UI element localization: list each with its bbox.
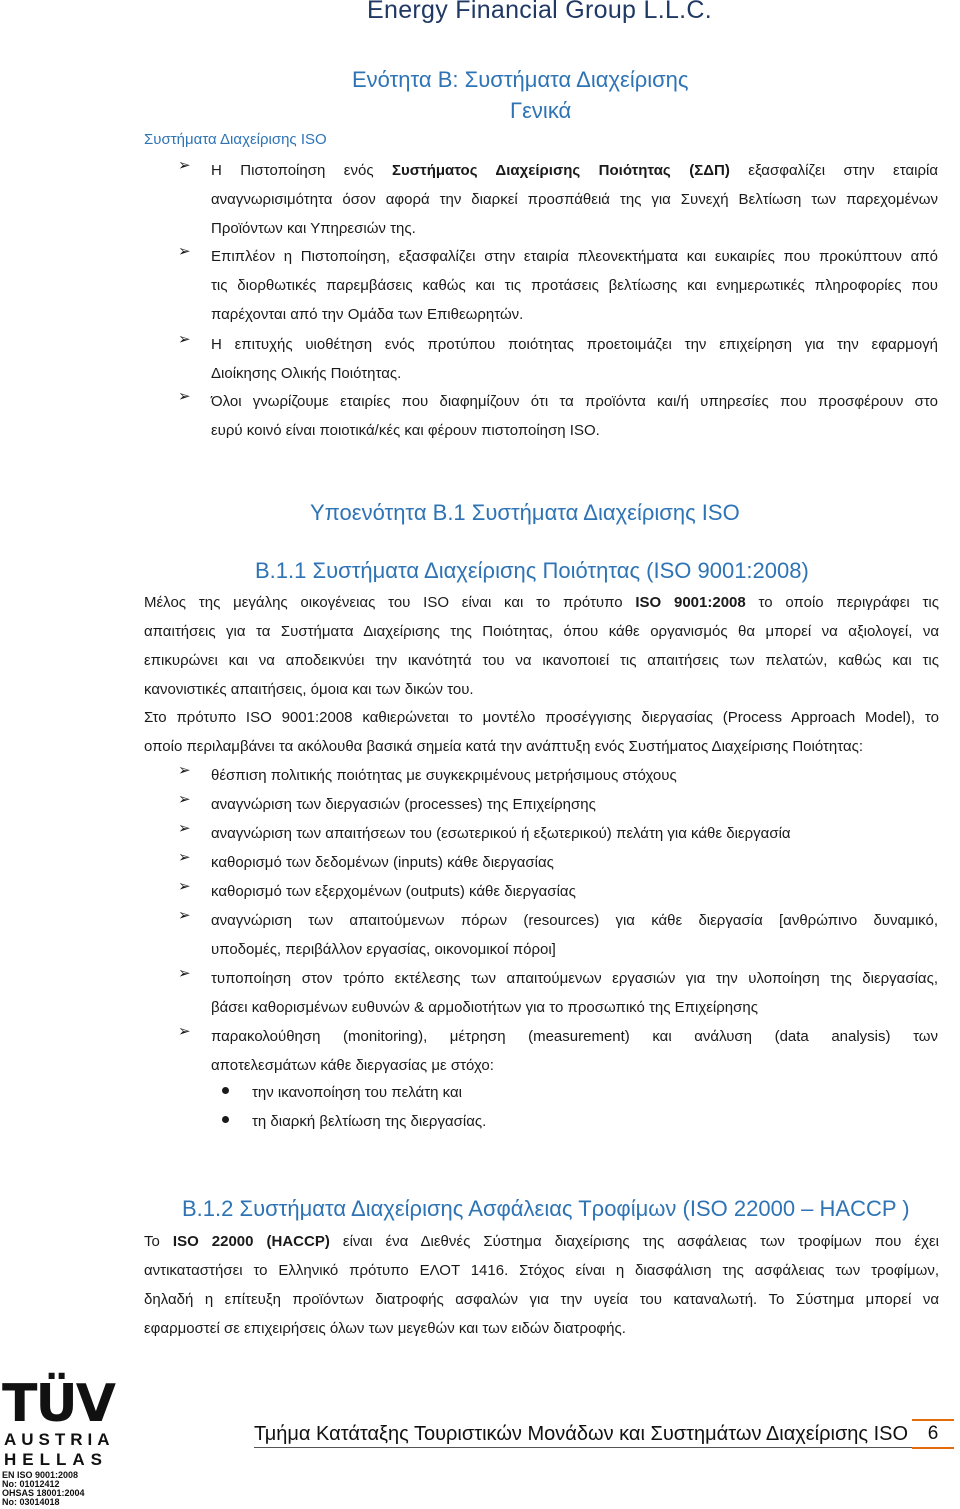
b11-paragraph-line: κανονιστικές απαιτήσεις, όμοια και των δικών του. bbox=[144, 681, 474, 698]
section-subtitle: Γενικά bbox=[510, 98, 572, 123]
b12-paragraph-line: Το ISO 22000 (HACCP) είναι ένα Διεθνές Σύστημα διαχείρισης της ασφάλειας των τροφίμων που έχει bbox=[144, 1233, 939, 1250]
b11-paragraph-line: οποίο περιλαμβάνει τα ακόλουθα βασικά σημεία κατά την ανάπτυξη ενός Συστήματος Διαχείρισης Ποιότητας: bbox=[144, 738, 864, 755]
tuv-logo-line2: HELLAS bbox=[4, 1450, 108, 1469]
b12-paragraph-line: αντικαταστήσει το Ελληνικό πρότυπο ΕΛΟΤ 1416. Στόχος είναι η διασφάλιση της ασφάλειας των τροφίμων, bbox=[144, 1262, 939, 1279]
b11-heading: Β.1.1 Συστήματα Διαχείρισης Ποιότητας (ISO 9001:2008) bbox=[255, 558, 809, 583]
list-item-line: Όλοι γνωρίζουμε εταιρίες που διαφημίζουν ότι τα προϊόντα και/ή υπηρεσίες που προσφέρουν στο bbox=[211, 393, 938, 410]
list-item-line: Η Πιστοποίηση ενός Συστήματος Διαχείρισης Ποιότητας (ΣΔΠ) εξασφαλίζει στην εταιρία bbox=[211, 162, 938, 179]
list-item: αναγνώριση των απαιτήσεων του (εσωτερικού ή εξωτερικού) πελάτη για κάθε διεργασία bbox=[211, 825, 791, 842]
footer-text: Τμήμα Κατάταξης Τουριστικών Μονάδων και Συστημάτων Διαχείρισης ISO bbox=[254, 1423, 909, 1445]
list-item-line: αναγνωρισιμότητα όσον αφορά την διαρκεί προσπάθειά της για Συνεχή Βελτίωση των παρεχομένων bbox=[211, 191, 938, 208]
sub-list-item: τη διαρκή βελτίωση της διεργασίας. bbox=[252, 1113, 487, 1130]
list-item-line: υποδομές, περιβάλλον εργασίας, οικονομικοί πόροι] bbox=[211, 941, 556, 958]
tuv-logo-line1: AUSTRIA bbox=[4, 1430, 115, 1449]
list-item-line: παρέχονται από την Ομάδα των Επιθεωρητών. bbox=[211, 306, 524, 323]
arrow-bullet-icon: ➢ bbox=[178, 791, 191, 808]
cert-line: EN ISO 9001:2008 bbox=[2, 1470, 79, 1480]
list-item-line: αποτελεσμάτων κάθε διεργασίας με στόχο: bbox=[211, 1057, 494, 1074]
company-name: Energy Financial Group L.L.C. bbox=[367, 0, 712, 24]
list-item: καθορισμό των εξερχομένων (outputs) κάθε διεργασίας bbox=[211, 883, 576, 900]
arrow-bullet-icon: ➢ bbox=[178, 762, 191, 779]
sub-list-item: την ικανοποίηση του πελάτη και bbox=[252, 1084, 462, 1101]
arrow-bullet-icon: ➢ bbox=[178, 331, 191, 348]
arrow-bullet-icon: ➢ bbox=[178, 820, 191, 837]
b11-paragraph-line: απαιτήσεις για τα Συστήματα Διαχείρισης της Ποιότητας, όπου κάθε οργανισμός θα μπορεί να αξιολογεί, να bbox=[144, 623, 939, 640]
cert-line: No: 03014018 bbox=[2, 1497, 60, 1507]
section-title: Ενότητα Β: Συστήματα Διαχείρισης bbox=[352, 67, 689, 92]
list-item-line: παρακολούθηση (monitoring), μέτρηση (measurement) και ανάλυση (data analysis) των bbox=[211, 1028, 938, 1045]
page-number: 6 bbox=[912, 1419, 954, 1449]
section-label: Συστήματα Διαχείρισης ISO bbox=[144, 131, 327, 148]
b12-paragraph-line: δηλαδή η επίτευξη προϊόντων διατροφής ασφαλών για την υγεία του καταναλωτή. Το Σύστημα μπορεί να bbox=[144, 1291, 939, 1308]
list-item: θέσπιση πολιτικής ποιότητας με συγκεκριμένους μετρήσιμους στόχους bbox=[211, 767, 677, 784]
list-item-line: Προϊόντων και Υπηρεσιών της. bbox=[211, 220, 416, 237]
list-item-line: Η επιτυχής υιοθέτηση ενός προτύπου ποιότητας προετοιμάζει την επιχείρηση για την εφαρμογή bbox=[211, 336, 938, 353]
bullet-dot-icon bbox=[222, 1116, 229, 1123]
list-item-line: τυποποίηση στον τρόπο εκτέλεσης των απαιτούμενων εργασιών για την υλοποίηση της διεργασίας, bbox=[211, 970, 938, 987]
list-item: αναγνώριση των διεργασιών (processes) της Επιχείρησης bbox=[211, 796, 596, 813]
arrow-bullet-icon: ➢ bbox=[178, 849, 191, 866]
list-item-line: αναγνώριση των απαιτούμενων πόρων (resources) για κάθε διεργασία [ανθρώπινο δυναμικό, bbox=[211, 912, 938, 929]
arrow-bullet-icon: ➢ bbox=[178, 965, 191, 982]
list-item-line: Διοίκησης Ολικής Ποιότητας. bbox=[211, 365, 402, 382]
subsection-title: Υποενότητα Β.1 Συστήματα Διαχείρισης ISO bbox=[310, 500, 740, 525]
list-item-line: τις διορθωτικές παρεμβάσεις καθώς και τις προτάσεις βελτίωσης και ενημερωτικές πληροφορίες που bbox=[211, 277, 938, 294]
list-item-line: βάσει καθορισμένων ευθυνών & αρμοδιοτήτων για το προσωπικό της Επιχείρησης bbox=[211, 999, 758, 1016]
b12-heading: Β.1.2 Συστήματα Διαχείρισης Ασφάλειας Τροφίμων (ISO 22000 – HACCP ) bbox=[182, 1196, 910, 1221]
list-item: καθορισμό των δεδομένων (inputs) κάθε διεργασίας bbox=[211, 854, 554, 871]
b11-paragraph-line: επικυρώνει και να αποδεικνύει την ικανότητά του να ικανοποιεί τις απαιτήσεις των πελατών, καθώς και τις bbox=[144, 652, 939, 669]
cert-line: No: 01012412 bbox=[2, 1479, 60, 1489]
b11-paragraph-line: Μέλος της μεγάλης οικογένειας του ISO είναι και το πρότυπο ISO 9001:2008 το οποίο περιγράφει τις bbox=[144, 594, 939, 611]
arrow-bullet-icon: ➢ bbox=[178, 1023, 191, 1040]
arrow-bullet-icon: ➢ bbox=[178, 907, 191, 924]
tuv-logo-brand: TÜV bbox=[2, 1374, 114, 1434]
list-item-line: Επιπλέον η Πιστοποίηση, εξασφαλίζει στην εταιρία πλεονεκτήματα και ευκαιρίες που προκύπτουν από bbox=[211, 248, 938, 265]
bullet-dot-icon bbox=[222, 1087, 229, 1094]
b11-paragraph-line: Στο πρότυπο ISO 9001:2008 καθιερώνεται το μοντέλο προσέγγισης διεργασίας (Process Approach Model), το bbox=[144, 709, 939, 726]
footer-divider bbox=[254, 1447, 950, 1448]
arrow-bullet-icon: ➢ bbox=[178, 388, 191, 405]
list-item-line: ευρύ κοινό είναι ποιοτικά/κές και φέρουν πιστοποίηση ISO. bbox=[211, 422, 600, 439]
cert-line: OHSAS 18001:2004 bbox=[2, 1488, 85, 1498]
arrow-bullet-icon: ➢ bbox=[178, 243, 191, 260]
b12-paragraph-line: εφαρμοστεί σε επιχειρήσεις όλων των μεγεθών και των ειδών διατροφής. bbox=[144, 1320, 626, 1337]
arrow-bullet-icon: ➢ bbox=[178, 157, 191, 174]
arrow-bullet-icon: ➢ bbox=[178, 878, 191, 895]
